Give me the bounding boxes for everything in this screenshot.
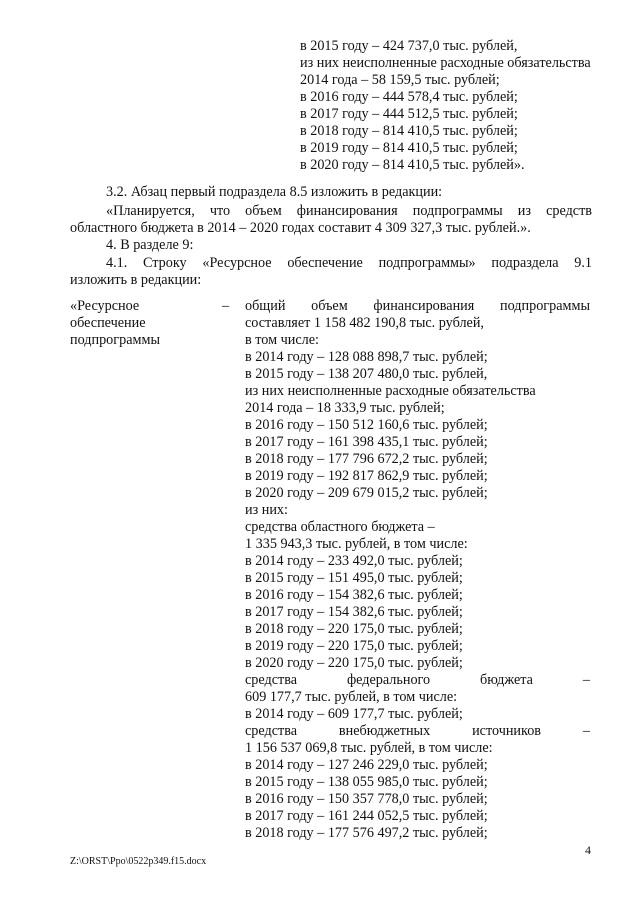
page-number: 4: [585, 843, 591, 857]
resource-line: в 2017 году – 161 398 435,1 тыс. рублей;: [245, 434, 488, 450]
resource-line: в 2020 году – 220 175,0 тыс. рублей;: [245, 655, 463, 671]
text-line: в 2019 году – 814 410,5 тыс. рублей;: [300, 140, 518, 156]
paragraph-4: 4. В разделе 9:: [106, 237, 194, 253]
resource-line: 2014 года – 18 333,9 тыс. рублей;: [245, 400, 445, 416]
top-funding-block: [300, 38, 591, 174]
quote-line-1: «Планируется, что объем финансирования подпрограммы из средств: [106, 203, 592, 219]
resource-line: в 2015 году – 151 495,0 тыс. рублей;: [245, 570, 463, 586]
resource-line: в 2019 году – 192 817 862,9 тыс. рублей;: [245, 468, 488, 484]
resource-line: средства федерального бюджета –: [245, 672, 590, 688]
text-line: 2014 года – 58 159,5 тыс. рублей;: [300, 72, 500, 88]
resource-line: в 2020 году – 209 679 015,2 тыс. рублей;: [245, 485, 488, 501]
text-line: в 2018 году – 814 410,5 тыс. рублей;: [300, 123, 518, 139]
resource-line: в 2018 году – 220 175,0 тыс. рублей;: [245, 621, 463, 637]
resource-label-line: подпрограммы: [70, 332, 160, 348]
paragraph-4-1-line-2: изложить в редакции:: [70, 272, 202, 288]
footer-file-path: Z:\ORST\Ppo\0522p349.f15.docx: [70, 856, 207, 867]
text-line: в 2015 году – 424 737,0 тыс. рублей,: [300, 38, 518, 54]
paragraph-3-2: 3.2. Абзац первый подраздела 8.5 изложить в редакции:: [106, 184, 443, 200]
resource-dash: –: [222, 298, 230, 314]
resource-line: в 2015 году – 138 055 985,0 тыс. рублей;: [245, 774, 488, 790]
resource-line: в 2014 году – 233 492,0 тыс. рублей;: [245, 553, 463, 569]
resource-line: в 2016 году – 154 382,6 тыс. рублей;: [245, 587, 463, 603]
resource-label-line: «Ресурсное: [70, 298, 140, 314]
resource-line: из них:: [245, 502, 288, 518]
resource-line: в 2018 году – 177 576 497,2 тыс. рублей;: [245, 825, 488, 841]
resource-line: в 2018 году – 177 796 672,2 тыс. рублей;: [245, 451, 488, 467]
resource-line: средства областного бюджета –: [245, 519, 435, 535]
resource-line: средства внебюджетных источников –: [245, 723, 590, 739]
text-line: в 2020 году – 814 410,5 тыс. рублей».: [300, 157, 525, 173]
resource-line: из них неисполненные расходные обязательства: [245, 383, 536, 399]
resource-line: в 2016 году – 150 512 160,6 тыс. рублей;: [245, 417, 488, 433]
text-line: в 2016 году – 444 578,4 тыс. рублей;: [300, 89, 518, 105]
resource-line: 609 177,7 тыс. рублей, в том числе:: [245, 689, 458, 705]
resource-line: составляет 1 158 482 190,8 тыс. рублей,: [245, 315, 484, 331]
resource-line: в 2014 году – 609 177,7 тыс. рублей;: [245, 706, 463, 722]
text-line: в 2017 году – 444 512,5 тыс. рублей;: [300, 106, 518, 122]
resource-line: в 2014 году – 127 246 229,0 тыс. рублей;: [245, 757, 488, 773]
resource-line: в 2019 году – 220 175,0 тыс. рублей;: [245, 638, 463, 654]
resource-label-line: обеспечение: [70, 315, 146, 331]
resource-line: 1 156 537 069,8 тыс. рублей, в том числе:: [245, 740, 493, 756]
resource-line: 1 335 943,3 тыс. рублей, в том числе:: [245, 536, 468, 552]
resource-line: в том числе:: [245, 332, 319, 348]
resource-line: в 2017 году – 161 244 052,5 тыс. рублей;: [245, 808, 488, 824]
resource-line: в 2016 году – 150 357 778,0 тыс. рублей;: [245, 791, 488, 807]
text-line: из них неисполненные расходные обязательства: [300, 55, 591, 71]
resource-line: в 2017 году – 154 382,6 тыс. рублей;: [245, 604, 463, 620]
paragraph-4-1-line-1: 4.1. Строку «Ресурсное обеспечение подпрограммы» подраздела 9.1: [106, 255, 592, 271]
resource-label: [70, 298, 235, 349]
quote-line-2: областного бюджета в 2014 – 2020 годах составит 4 309 327,3 тыс. рублей.».: [70, 220, 531, 236]
resource-details: [245, 298, 590, 842]
resource-line: общий объем финансирования подпрограммы: [245, 298, 590, 314]
resource-line: в 2014 году – 128 088 898,7 тыс. рублей;: [245, 349, 488, 365]
resource-line: в 2015 году – 138 207 480,0 тыс. рублей,: [245, 366, 488, 382]
